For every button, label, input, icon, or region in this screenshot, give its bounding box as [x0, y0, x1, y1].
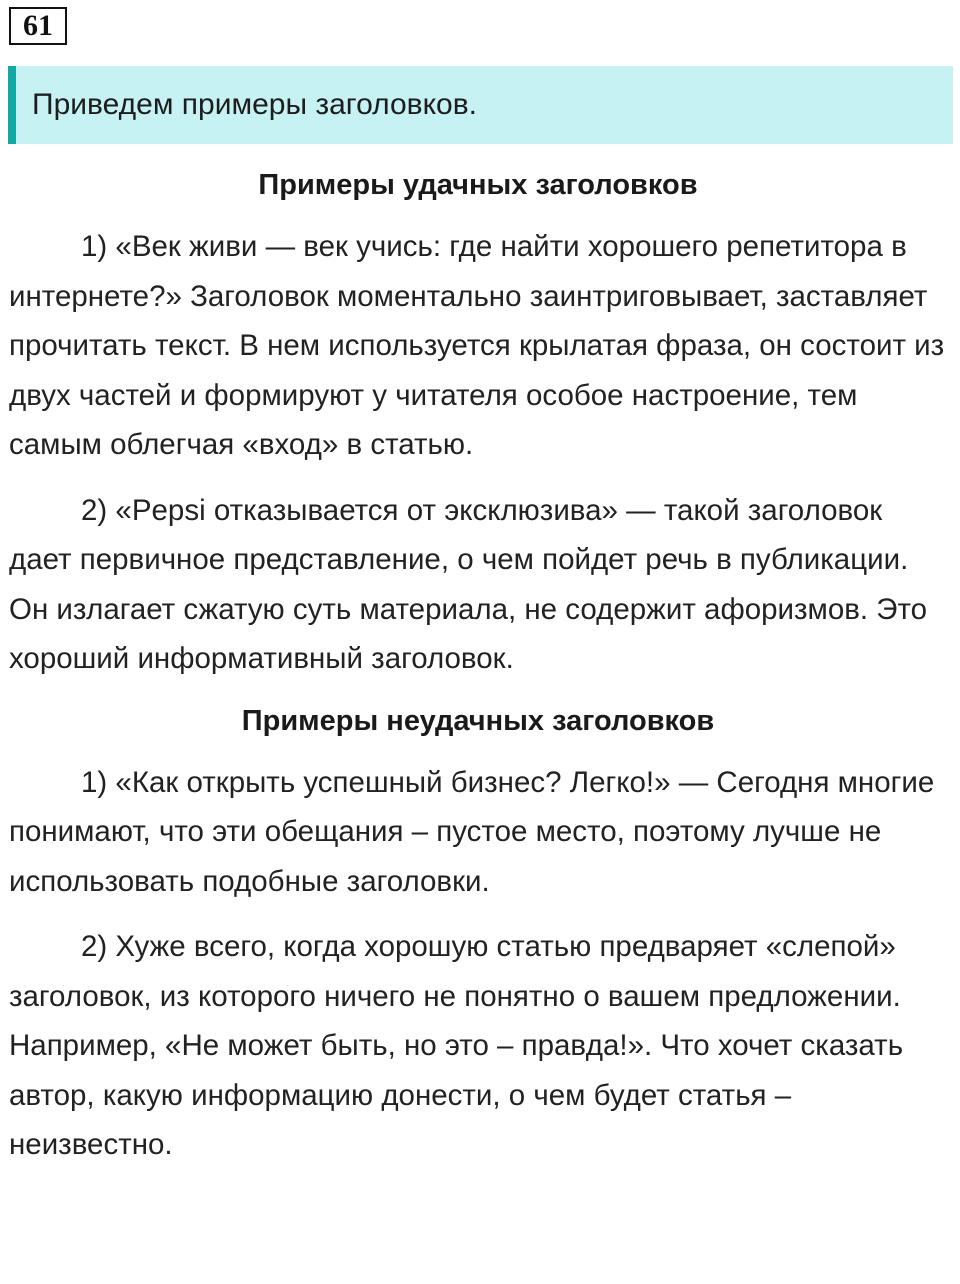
document-body: [9, 160, 947, 1170]
section-heading-good: Примеры удачных заголовков: [258, 169, 698, 201]
section-heading-bad: Примеры неудачных заголовков: [241, 704, 715, 737]
bad-example-1: 1) «Как открыть успешный бизнес? Легко!» — Сегодня многие понимают, что эти обещания – пустое место, поэтому лучше не использовать подобные заголовки.: [9, 765, 935, 898]
good-example-1: 1) «Век живи — век учись: где найти хорошего репетитора в интернете?» Заголовок моментально заинтриговывает, заставляет прочитать текст. В нем используется крылатая фраза, он состоит из двух частей и формируют у читателя особое настроение, тем самым облегчая «вход» в статью.: [9, 230, 945, 461]
bad-example-2: 2) Хуже всего, когда хорошую статью предваряет «слепой» заголовок, из которого ничего не понятно о вашем предложении. Например, «Не может быть, но это – правда!». Что хочет сказать автор, какую информацию донести, о чем будет статья – неизвестно.: [9, 930, 904, 1161]
good-example-2: 2) «Pepsi отказывается от эксклюзива» — такой заголовок дает первичное представление, о чем пойдет речь в публикации. Он излагает сжатую суть материала, не содержит афоризмов. Это хороший информативный заголовок.: [9, 493, 928, 675]
intro-banner: Приведем примеры заголовков.: [8, 66, 953, 144]
task-number-badge: 61: [9, 7, 67, 45]
